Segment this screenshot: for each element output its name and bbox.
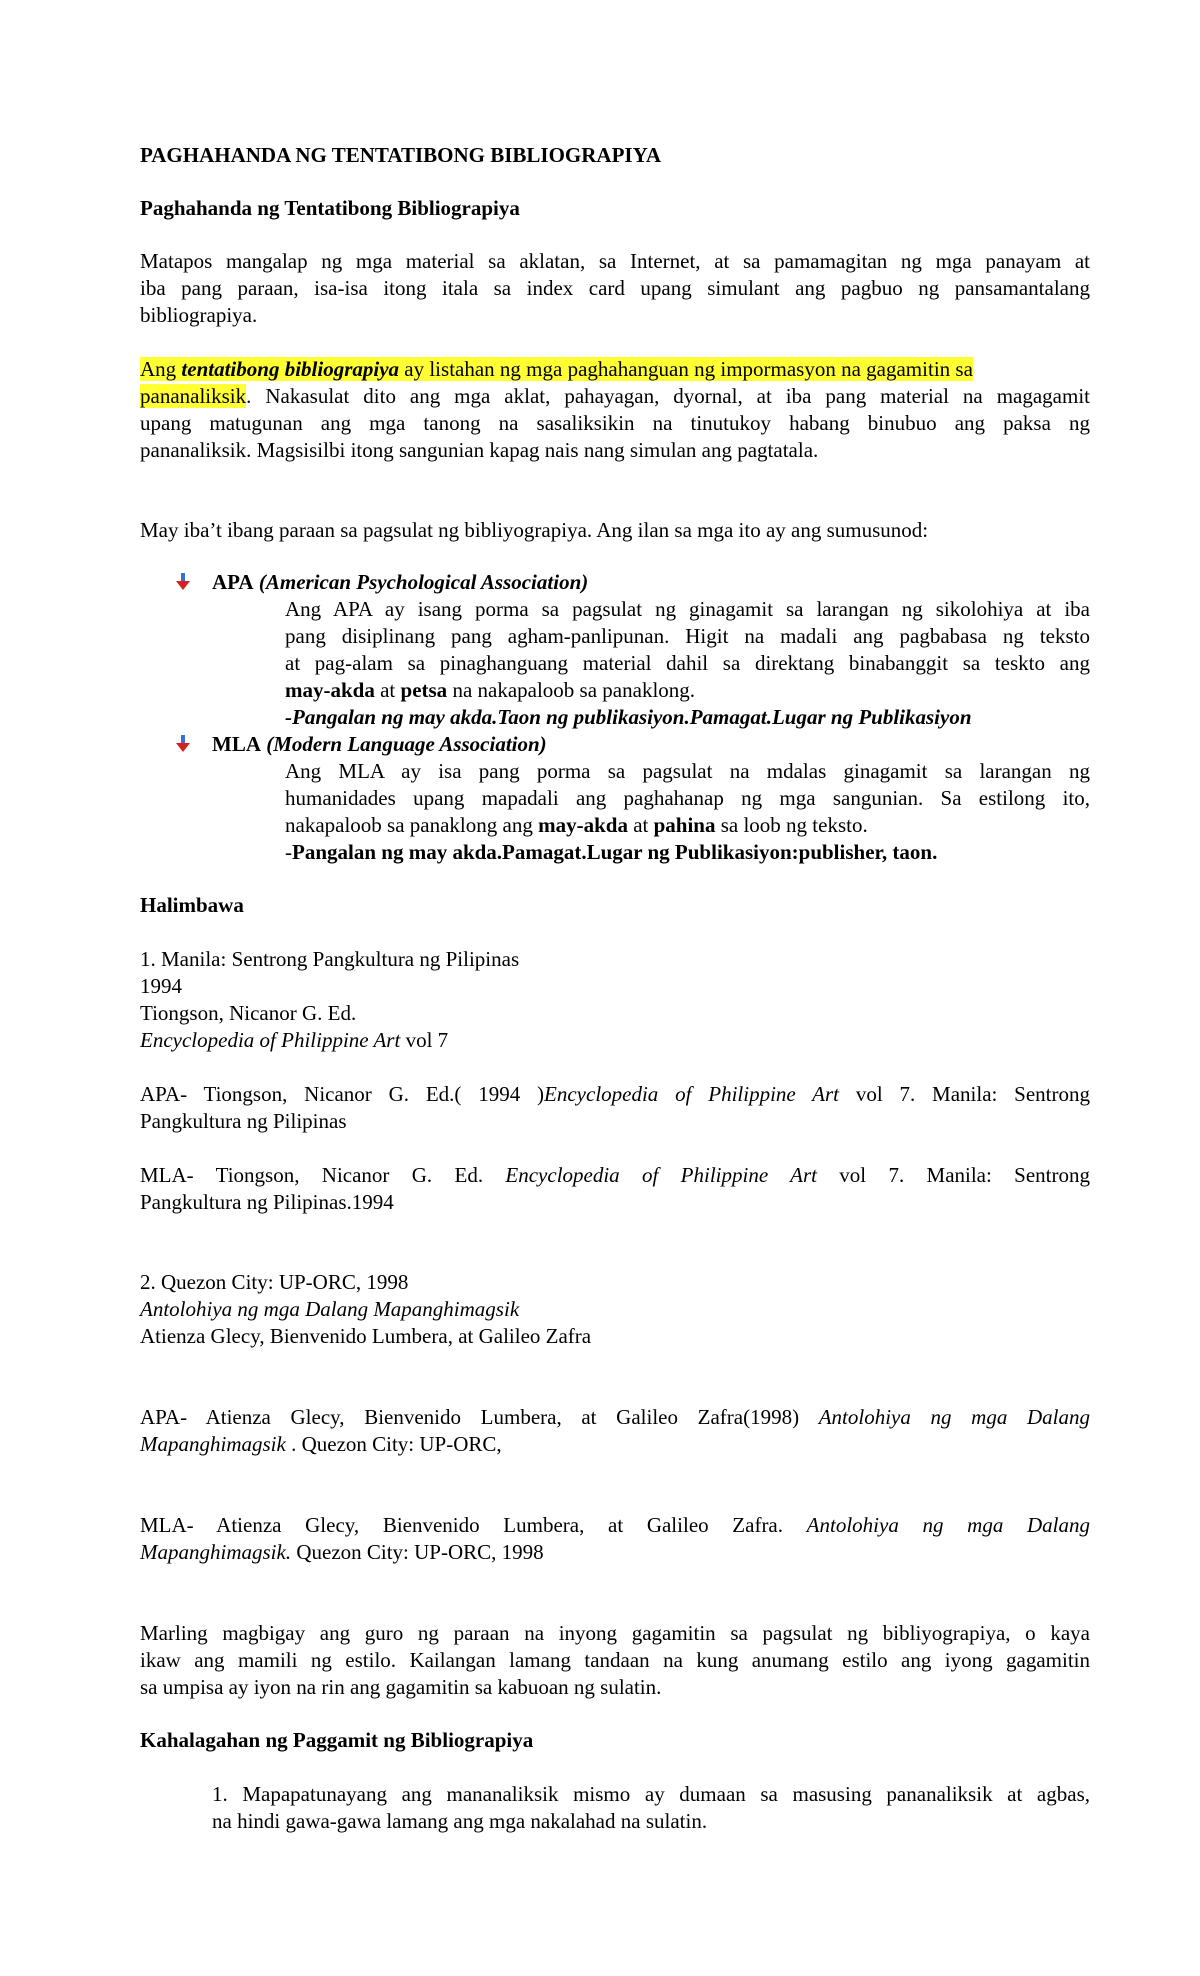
apa-format: -Pangalan ng may akda.Taon ng publikasiyon.Pamagat.Lugar ng Publikasiyon — [285, 705, 972, 729]
mla-citation-line: Mapanghimagsik. Quezon City: UP-ORC, 1998 — [140, 1540, 544, 1564]
down-arrow-bullet-icon — [176, 573, 190, 591]
apa-desc-line: pang disiplinang pang agham-panlipunan. Higit na madali ang pagbabasa ng teksto — [285, 624, 1090, 648]
closing-line: Marling magbigay ang guro ng paraan na inyong gagamitin sa pagsulat ng bibliyograpiya, o kaya — [140, 1621, 1090, 1645]
apa-heading: APA (American Psychological Association) — [212, 570, 589, 594]
mla-format: -Pangalan ng may akda.Pamagat.Lugar ng Publikasiyon:publisher, taon. — [285, 840, 938, 864]
numbered-item-line: 1. Mapapatunayang ang mananaliksik mismo ay dumaan sa masusing pananaliksik at agbas, — [212, 1782, 1090, 1806]
down-arrow-bullet-icon — [176, 735, 190, 753]
mla-heading: MLA (Modern Language Association) — [212, 732, 547, 756]
mla-desc-line: Ang MLA ay isa pang porma sa pagsulat na mdalas ginagamit sa larangan ng — [285, 759, 1090, 783]
mla-citation-line: Pangkultura ng Pilipinas.1994 — [140, 1190, 394, 1214]
mla-citation-line: MLA- Tiongson, Nicanor G. Ed. Encyclopedia of Philippine Art vol 7. Manila: Sentrong — [140, 1163, 1090, 1187]
example-line: 2. Quezon City: UP-ORC, 1998 — [140, 1270, 409, 1294]
definition-highlight: Ang tentatibong bibliograpiya ay listahan ng mga paghahanguan ng impormasyon na gagamitin sa — [140, 357, 973, 381]
document-title: PAGHAHANDA NG TENTATIBONG BIBLIOGRAPIYA — [140, 143, 662, 167]
definition-line: upang matugunan ang mga tanong na sasaliksikin na tinutukoy habang binubuo ang paksa ng — [140, 411, 1090, 435]
example-line: Tiongson, Nicanor G. Ed. — [140, 1001, 357, 1025]
kahalagahan-heading: Kahalagahan ng Paggamit ng Bibliograpiya — [140, 1728, 534, 1752]
example-line: 1994 — [140, 974, 182, 998]
apa-citation-line: APA- Atienza Glecy, Bienvenido Lumbera, at Galileo Zafra(1998) Antolohiya ng mga Dalang — [140, 1405, 1090, 1429]
intro-line: iba pang paraan, isa-isa itong itala sa index card upang simulant ang pagbuo ng pansamantalang — [140, 276, 1090, 300]
example-line: 1. Manila: Sentrong Pangkultura ng Pilipinas — [140, 947, 520, 971]
definition-line: pananaliksik. Nakasulat dito ang mga aklat, pahayagan, dyornal, at iba pang material na magagamit — [140, 384, 1090, 408]
section-subtitle: Paghahanda ng Tentatibong Bibliograpiya — [140, 196, 520, 220]
apa-desc-line: Ang APA ay isang porma sa pagsulat ng ginagamit sa larangan ng sikolohiya at iba — [285, 597, 1090, 621]
definition-term: tentatibong bibliograpiya — [181, 357, 400, 381]
mla-desc-line: humanidades upang mapadali ang paghahanap ng mga sangunian. Sa estilong ito, — [285, 786, 1090, 810]
closing-line: ikaw ang mamili ng estilo. Kailangan lamang tandaan na kung anumang estilo ang iyong gagamitin — [140, 1648, 1090, 1672]
styles-intro: May iba’t ibang paraan sa pagsulat ng bibliyograpiya. Ang ilan sa mga ito ay ang sumusunod: — [140, 518, 929, 542]
apa-desc-line: at pag-alam sa pinaghanguang material dahil sa direktang binabanggit sa teskto ang — [285, 651, 1090, 675]
mla-desc-line: nakapaloob sa panaklong ang may-akda at pahina sa loob ng teksto. — [285, 813, 868, 837]
apa-citation-line: APA- Tiongson, Nicanor G. Ed.( 1994 )Encyclopedia of Philippine Art vol 7. Manila: Sentrong — [140, 1082, 1091, 1106]
closing-line: sa umpisa ay iyon na rin ang gagamitin sa kabuoan ng sulatin. — [140, 1675, 662, 1699]
definition-line — [140, 356, 973, 383]
halimbawa-heading: Halimbawa — [140, 893, 244, 917]
apa-citation-line: Mapanghimagsik . Quezon City: UP-ORC, — [140, 1432, 502, 1456]
mla-citation-line: MLA- Atienza Glecy, Bienvenido Lumbera, at Galileo Zafra. Antolohiya ng mga Dalang — [140, 1513, 1090, 1537]
apa-citation-line: Pangkultura ng Pilipinas — [140, 1109, 347, 1133]
intro-line: Matapos mangalap ng mga material sa aklatan, sa Internet, at sa pamamagitan ng mga panayam at — [140, 249, 1090, 273]
definition-line: pananaliksik. Magsisilbi itong sangunian kapag nais nang simulan ang pagtatala. — [140, 438, 819, 462]
numbered-item-line: na hindi gawa-gawa lamang ang mga nakalahad na sulatin. — [212, 1809, 708, 1833]
example-line: Encyclopedia of Philippine Art vol 7 — [140, 1028, 449, 1052]
intro-line: bibliograpiya. — [140, 303, 258, 327]
example-line: Antolohiya ng mga Dalang Mapanghimagsik — [140, 1297, 520, 1321]
example-line: Atienza Glecy, Bienvenido Lumbera, at Galileo Zafra — [140, 1324, 592, 1348]
apa-desc-line: may-akda at petsa na nakapaloob sa panaklong. — [285, 678, 696, 702]
